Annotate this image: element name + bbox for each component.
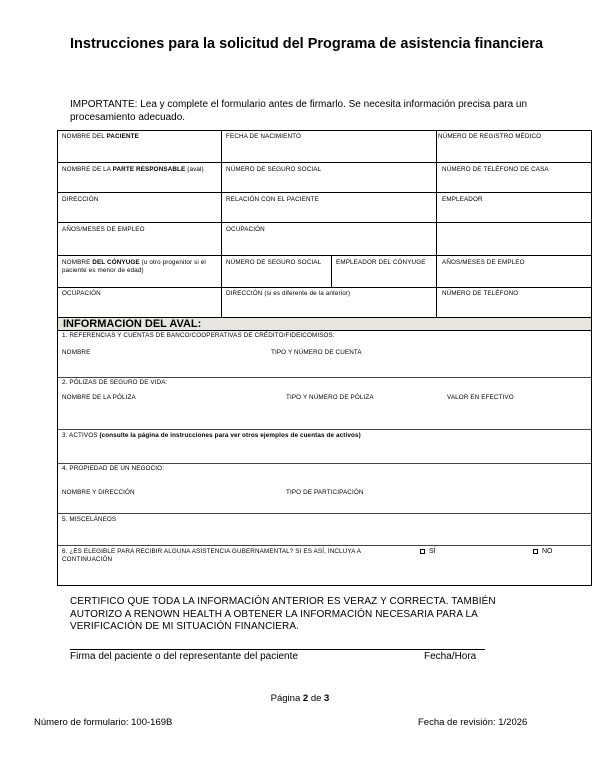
field-birth-date[interactable]: FECHA DE NACIMIENTO bbox=[226, 133, 302, 140]
row-divider bbox=[58, 330, 591, 331]
field-spouse-employer[interactable]: EMPLEADOR DEL CÓNYUGE bbox=[336, 259, 426, 266]
page-number: Página 2 de 3 bbox=[270, 693, 330, 704]
date-label: Fecha/Hora bbox=[424, 651, 477, 662]
field-relationship[interactable]: RELACIÓN CON EL PACIENTE bbox=[226, 196, 319, 203]
field-account-type[interactable]: TIPO Y NÚMERO DE CUENTA bbox=[271, 349, 362, 356]
row-divider bbox=[58, 513, 591, 514]
gov-assistance-question: 6. ¿ES ELEGIBLE PARA RECIBIR ALGUNA ASISTENCIA GUBERNAMENTAL? SI ES ASÍ, INCLUYA A CONTINUACIÓN bbox=[62, 548, 362, 563]
field-medical-record[interactable]: NÚMERO DE REGISTRO MÉDICO bbox=[438, 133, 542, 140]
column-divider bbox=[436, 131, 437, 318]
field-patient-name[interactable]: NOMBRE DEL PACIENTE bbox=[62, 133, 139, 140]
field-policy-type[interactable]: TIPO Y NÚMERO DE PÓLIZA bbox=[286, 394, 374, 401]
row-divider bbox=[58, 162, 591, 163]
field-home-phone[interactable]: NÚMERO DE TELÉFONO DE CASA bbox=[442, 166, 549, 173]
life-insurance-label: 2. PÓLIZAS DE SEGURO DE VIDA: bbox=[62, 379, 168, 386]
section-heading-aval: INFORMACIÓN DEL AVAL: bbox=[63, 318, 202, 330]
field-participation[interactable]: TIPO DE PARTICIPACIÓN bbox=[286, 489, 364, 496]
bank-refs-label: 1. REFERENCIAS Y CUENTAS DE BANCO/COOPERATIVAS DE CRÉDITO/FIDEICOMISOS: bbox=[62, 332, 335, 339]
signature-label: Firma del paciente o del representante del paciente bbox=[70, 651, 298, 662]
row-divider bbox=[58, 377, 591, 378]
field-misc[interactable]: 5. MISCELÁNEOS bbox=[62, 516, 117, 523]
row-divider bbox=[58, 463, 591, 464]
field-spouse-years[interactable]: AÑOS/MESES DE EMPLEO bbox=[442, 259, 525, 266]
field-business-name[interactable]: NOMBRE Y DIRECCIÓN bbox=[62, 489, 135, 496]
row-divider bbox=[58, 255, 591, 256]
field-bank-name[interactable]: NOMBRE bbox=[62, 349, 91, 356]
field-address[interactable]: DIRECCIÓN bbox=[62, 196, 99, 203]
form-number: Número de formulario: 100-169B bbox=[34, 717, 173, 728]
field-spouse-occupation[interactable]: OCUPACIÓN bbox=[62, 290, 101, 297]
field-employer[interactable]: EMPLEADOR bbox=[442, 196, 483, 203]
row-divider bbox=[58, 287, 591, 288]
checkbox-icon bbox=[533, 549, 538, 554]
row-divider bbox=[58, 545, 591, 546]
row-divider bbox=[58, 429, 591, 430]
column-divider bbox=[221, 131, 222, 318]
business-label: 4. PROPIEDAD DE UN NEGOCIO: bbox=[62, 465, 165, 472]
checkbox-yes[interactable]: SÍ bbox=[420, 548, 436, 556]
field-responsible-name[interactable]: NOMBRE DE LA PARTE RESPONSABLE (aval) bbox=[62, 166, 204, 173]
field-ssn[interactable]: NÚMERO DE SEGURO SOCIAL bbox=[226, 166, 322, 173]
row-divider bbox=[58, 192, 591, 193]
intro-text: IMPORTANTE: Lea y complete el formulario antes de firmarlo. Se necesita información precisa para un procesamiento adecuado. bbox=[70, 99, 528, 123]
field-spouse-name[interactable]: NOMBRE DEL CÓNYUGE (u otro progenitor si el paciente es menor de edad) bbox=[62, 259, 206, 274]
field-occupation[interactable]: OCUPACIÓN bbox=[226, 226, 265, 233]
row-divider bbox=[58, 222, 591, 223]
field-assets[interactable]: 3. ACTIVOS (consulte la página de instrucciones para ver otros ejemplos de cuentas de activos) bbox=[62, 432, 361, 439]
checkbox-icon bbox=[420, 549, 425, 554]
page-title: Instrucciones para la solicitud del Programa de asistencia financiera bbox=[70, 36, 544, 52]
checkbox-no[interactable]: NO bbox=[533, 548, 553, 556]
column-divider bbox=[331, 256, 332, 287]
field-spouse-ssn[interactable]: NÚMERO DE SEGURO SOCIAL bbox=[226, 259, 322, 266]
field-spouse-address[interactable]: DIRECCIÓN (si es diferente de la anterior) bbox=[226, 290, 351, 297]
certification-text: CERTIFICO QUE TODA LA INFORMACIÓN ANTERIOR ES VERAZ Y CORRECTA. TAMBIÉN AUTORIZO A RENOWN HEALTH A OBTENER LA INFORMACIÓN NECESARIA PARA LA VERIFICACIÓN DE MI SITUACIÓN FINANCIERA. bbox=[70, 596, 496, 632]
signature-line[interactable] bbox=[70, 649, 485, 650]
field-policy-name[interactable]: NOMBRE DE LA PÓLIZA bbox=[62, 394, 136, 401]
field-years-employed[interactable]: AÑOS/MESES DE EMPLEO bbox=[62, 226, 145, 233]
revision-date: Fecha de revisión: 1/2026 bbox=[418, 717, 528, 728]
form-box bbox=[57, 130, 592, 586]
field-spouse-phone[interactable]: NÚMERO DE TELÉFONO bbox=[442, 290, 519, 297]
field-cash-value[interactable]: VALOR EN EFECTIVO bbox=[447, 394, 514, 401]
